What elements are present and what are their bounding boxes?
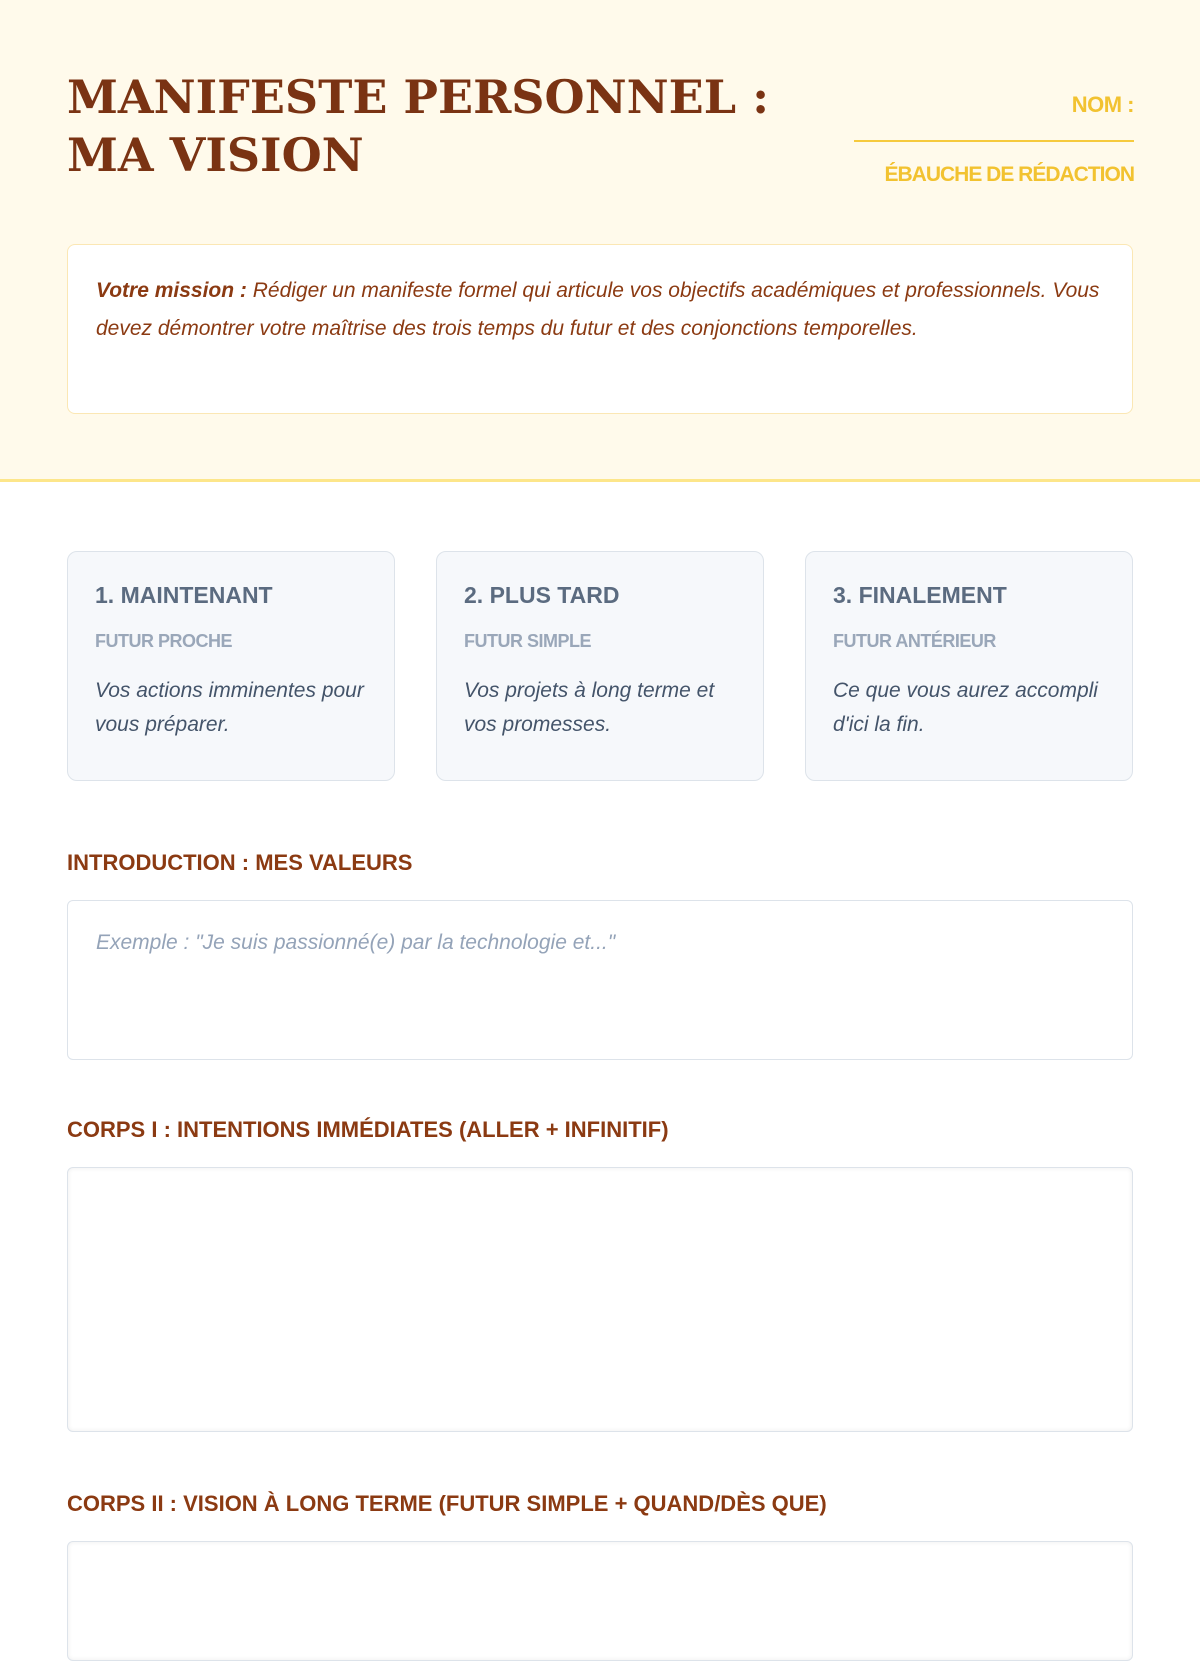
tense-card-finalement [805, 551, 1133, 781]
name-field[interactable] [854, 140, 1134, 142]
card-description: Vos actions imminentes pour vous préparer. [95, 679, 364, 736]
introduction-placeholder: Exemple : "Je suis passionné(e) par la technologie et..." [96, 931, 616, 954]
card-subtitle: FUTUR SIMPLE [464, 631, 591, 651]
corps-1-textarea[interactable] [67, 1167, 1133, 1432]
card-title: 3. FINALEMENT [833, 582, 1007, 608]
meta-block [854, 92, 1134, 187]
header [0, 0, 1200, 482]
page-title: MANIFESTE PERSONNEL : MA VISION [67, 70, 770, 182]
card-description: Vos projets à long terme et vos promesses. [464, 679, 715, 736]
corps-2-textarea[interactable] [67, 1541, 1133, 1661]
card-title: 2. PLUS TARD [464, 582, 620, 608]
section-label-corps-1: CORPS I : INTENTIONS IMMÉDIATES (ALLER + INFINITIF) [67, 1117, 669, 1142]
card-subtitle: FUTUR PROCHE [95, 631, 232, 651]
tense-card-maintenant [67, 551, 395, 781]
name-label: NOM : [1071, 92, 1134, 117]
card-title: 1. MAINTENANT [95, 582, 273, 608]
section-label-introduction: INTRODUCTION : MES VALEURS [67, 850, 413, 875]
mission-lead: Votre mission : [96, 279, 247, 302]
card-description: Ce que vous aurez accompli d'ici la fin. [833, 679, 1098, 736]
introduction-textarea[interactable] [67, 900, 1133, 1060]
draft-label: ÉBAUCHE DE RÉDACTION [884, 163, 1134, 186]
card-subtitle: FUTUR ANTÉRIEUR [833, 631, 996, 651]
section-label-corps-2: CORPS II : VISION À LONG TERME (FUTUR SIMPLE + QUAND/DÈS QUE) [67, 1491, 827, 1516]
mission-text: Rédiger un manifeste formel qui articule vos objectifs académiques et professionnels. Vous devez démontrer votre maîtrise des trois temps du futur et des conjonctions temporelles. [96, 279, 1100, 340]
tense-card-plus-tard [436, 551, 764, 781]
mission-box [67, 244, 1133, 414]
